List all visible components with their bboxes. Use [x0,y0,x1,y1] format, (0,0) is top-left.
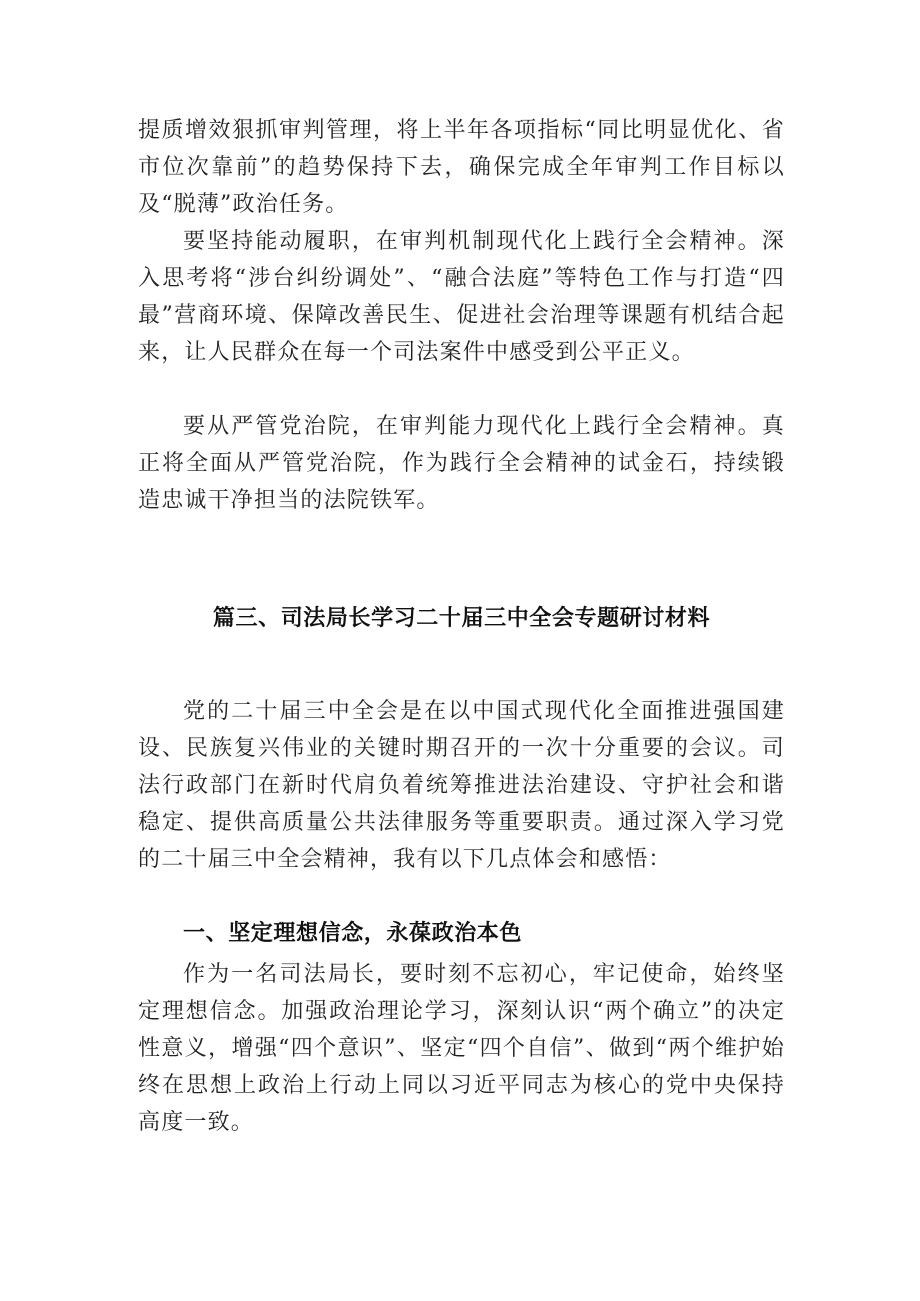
paragraph-trial-mechanism: 要坚持能动履职，在审判机制现代化上践行全会精神。深入思考将“涉台纠纷调处”、“融合法庭”等特色工作与打造“四最”营商环境、保障改善民生、促进社会治理等课题有机结合起来，让人民群众在每一个司法案件中感受到公平正义。 [138,229,785,365]
heading-ideals-convictions: 一、坚定理想信念，永葆政治本色 [183,921,523,946]
paragraph-party-governance: 要从严管党治院，在审判能力现代化上践行全会精神。真正将全面从严管党治院，作为践行全会精神的试金石，持续锻造忠诚干净担当的法院铁军。 [138,414,785,513]
paragraph-continuation: 提质增效狠抓审判管理，将上半年各项指标“同比明显优化、省市位次靠前”的趋势保持下去，确保完成全年审判工作目标以及“脱薄”政治任务。 [138,118,785,217]
paragraph-introduction: 党的二十届三中全会是在以中国式现代化全面推进强国建设、民族复兴伟业的关键时期召开的一次十分重要的会议。司法行政部门在新时代肩负着统筹推进法治建设、守护社会和谐稳定、提供高质量公共法律服务等重要职责。通过深入学习党的二十届三中全会精神，我有以下几点体会和感悟： [138,699,785,872]
paragraph-ideals-convictions: 作为一名司法局长，要时刻不忘初心，牢记使命，始终坚定理想信念。加强政治理论学习，深刻认识“两个确立”的决定性意义，增强“四个意识”、坚定“四个自信”、做到“两个维护始终在思想上政治上行动上同以习近平同志为核心的党中央保持高度一致。 [138,962,785,1135]
section-title: 篇三、司法局长学习二十届三中全会专题研讨材料 [212,606,711,631]
